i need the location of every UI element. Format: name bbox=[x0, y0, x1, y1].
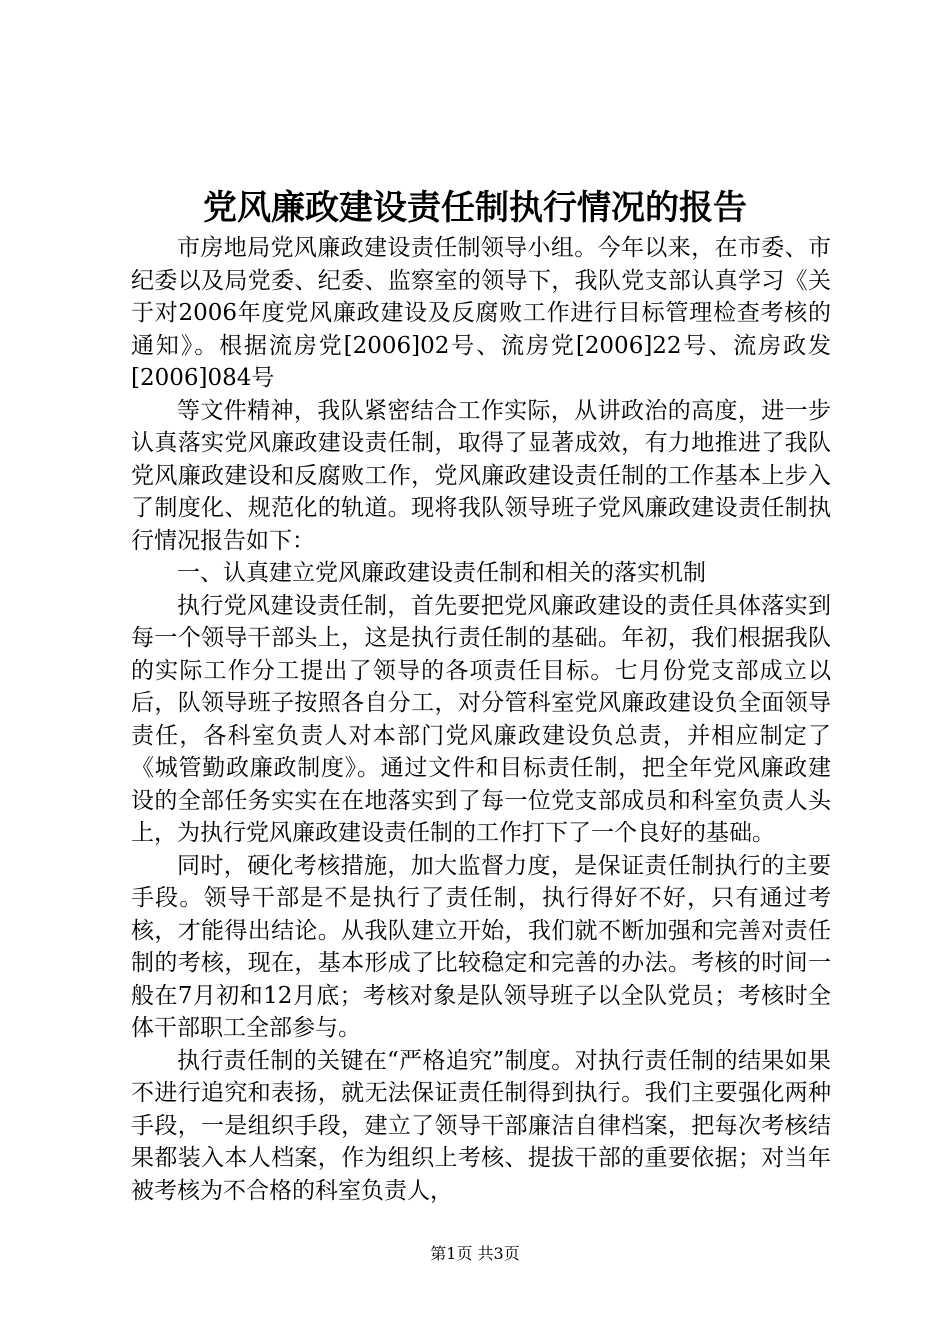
paragraph-5: 执行责任制的关键在“严格追究”制度。对执行责任制的结果如果不进行追究和表扬，就无法保证责任制得到执行。我们主要强化两种手段，一是组织手段，建立了领导干部廉洁自律档案，把每次考核结果都装入本人档案，作为组织上考核、提拔干部的重要依据；对当年被考核为不合格的科室负责人， bbox=[131, 1047, 831, 1204]
paragraph-4: 同时，硬化考核措施，加大监督力度，是保证责任制执行的主要手段。领导干部是不是执行了责任制，执行得好不好，只有通过考核，才能得出结论。从我队建立开始，我们就不断加强和完善对责任制的考核，现在，基本形成了比较稳定和完善的办法。考核的时间一般在7月初和12月底；考核对象是队领导班子以全队党员；考核时全体干部职工全部参与。 bbox=[131, 852, 831, 1041]
document-title: 党风廉政建设责任制执行情况的报告 bbox=[203, 188, 747, 228]
paragraph-2: 等文件精神，我队紧密结合工作实际，从讲政治的高度，进一步认真落实党风廉政建设责任制，取得了显著成效，有力地推进了我队党风廉政建设和反腐败工作，党风廉政建设责任制的工作基本上步入了制度化、规范化的轨道。现将我队领导班子党风廉政建设责任制执行情况报告如下： bbox=[131, 397, 831, 554]
section-heading-1: 一、认真建立党风廉政建设责任制和相关的落实机制 bbox=[177, 560, 706, 586]
page-footer: 第1页 共3页 bbox=[430, 1244, 520, 1263]
document-body bbox=[131, 232, 831, 1207]
paragraph-1: 市房地局党风廉政建设责任制领导小组。今年以来，在市委、市纪委以及局党委、纪委、监察室的领导下，我队党支部认真学习《关于对2006年度党风廉政建设及反腐败工作进行目标管理检查考核的通知》。根据流房党[2006]02号、流房党[2006]22号、流房政发[2006]084号 bbox=[131, 235, 831, 391]
paragraph-3: 执行党风建设责任制，首先要把党风廉政建设的责任具体落实到每一个领导干部头上，这是执行责任制的基础。年初，我们根据我队的实际工作分工提出了领导的各项责任目标。七月份党支部成立以后，队领导班子按照各自分工，对分管科室党风廉政建设负全面领导责任，各科室负责人对本部门党风廉政建设负总责，并相应制定了《城管勤政廉政制度》。通过文件和目标责任制，把全年党风廉政建设的全部任务实实在在地落实到了每一位党支部成员和科室负责人头上，为执行党风廉政建设责任制的工作打下了一个良好的基础。 bbox=[131, 592, 831, 846]
